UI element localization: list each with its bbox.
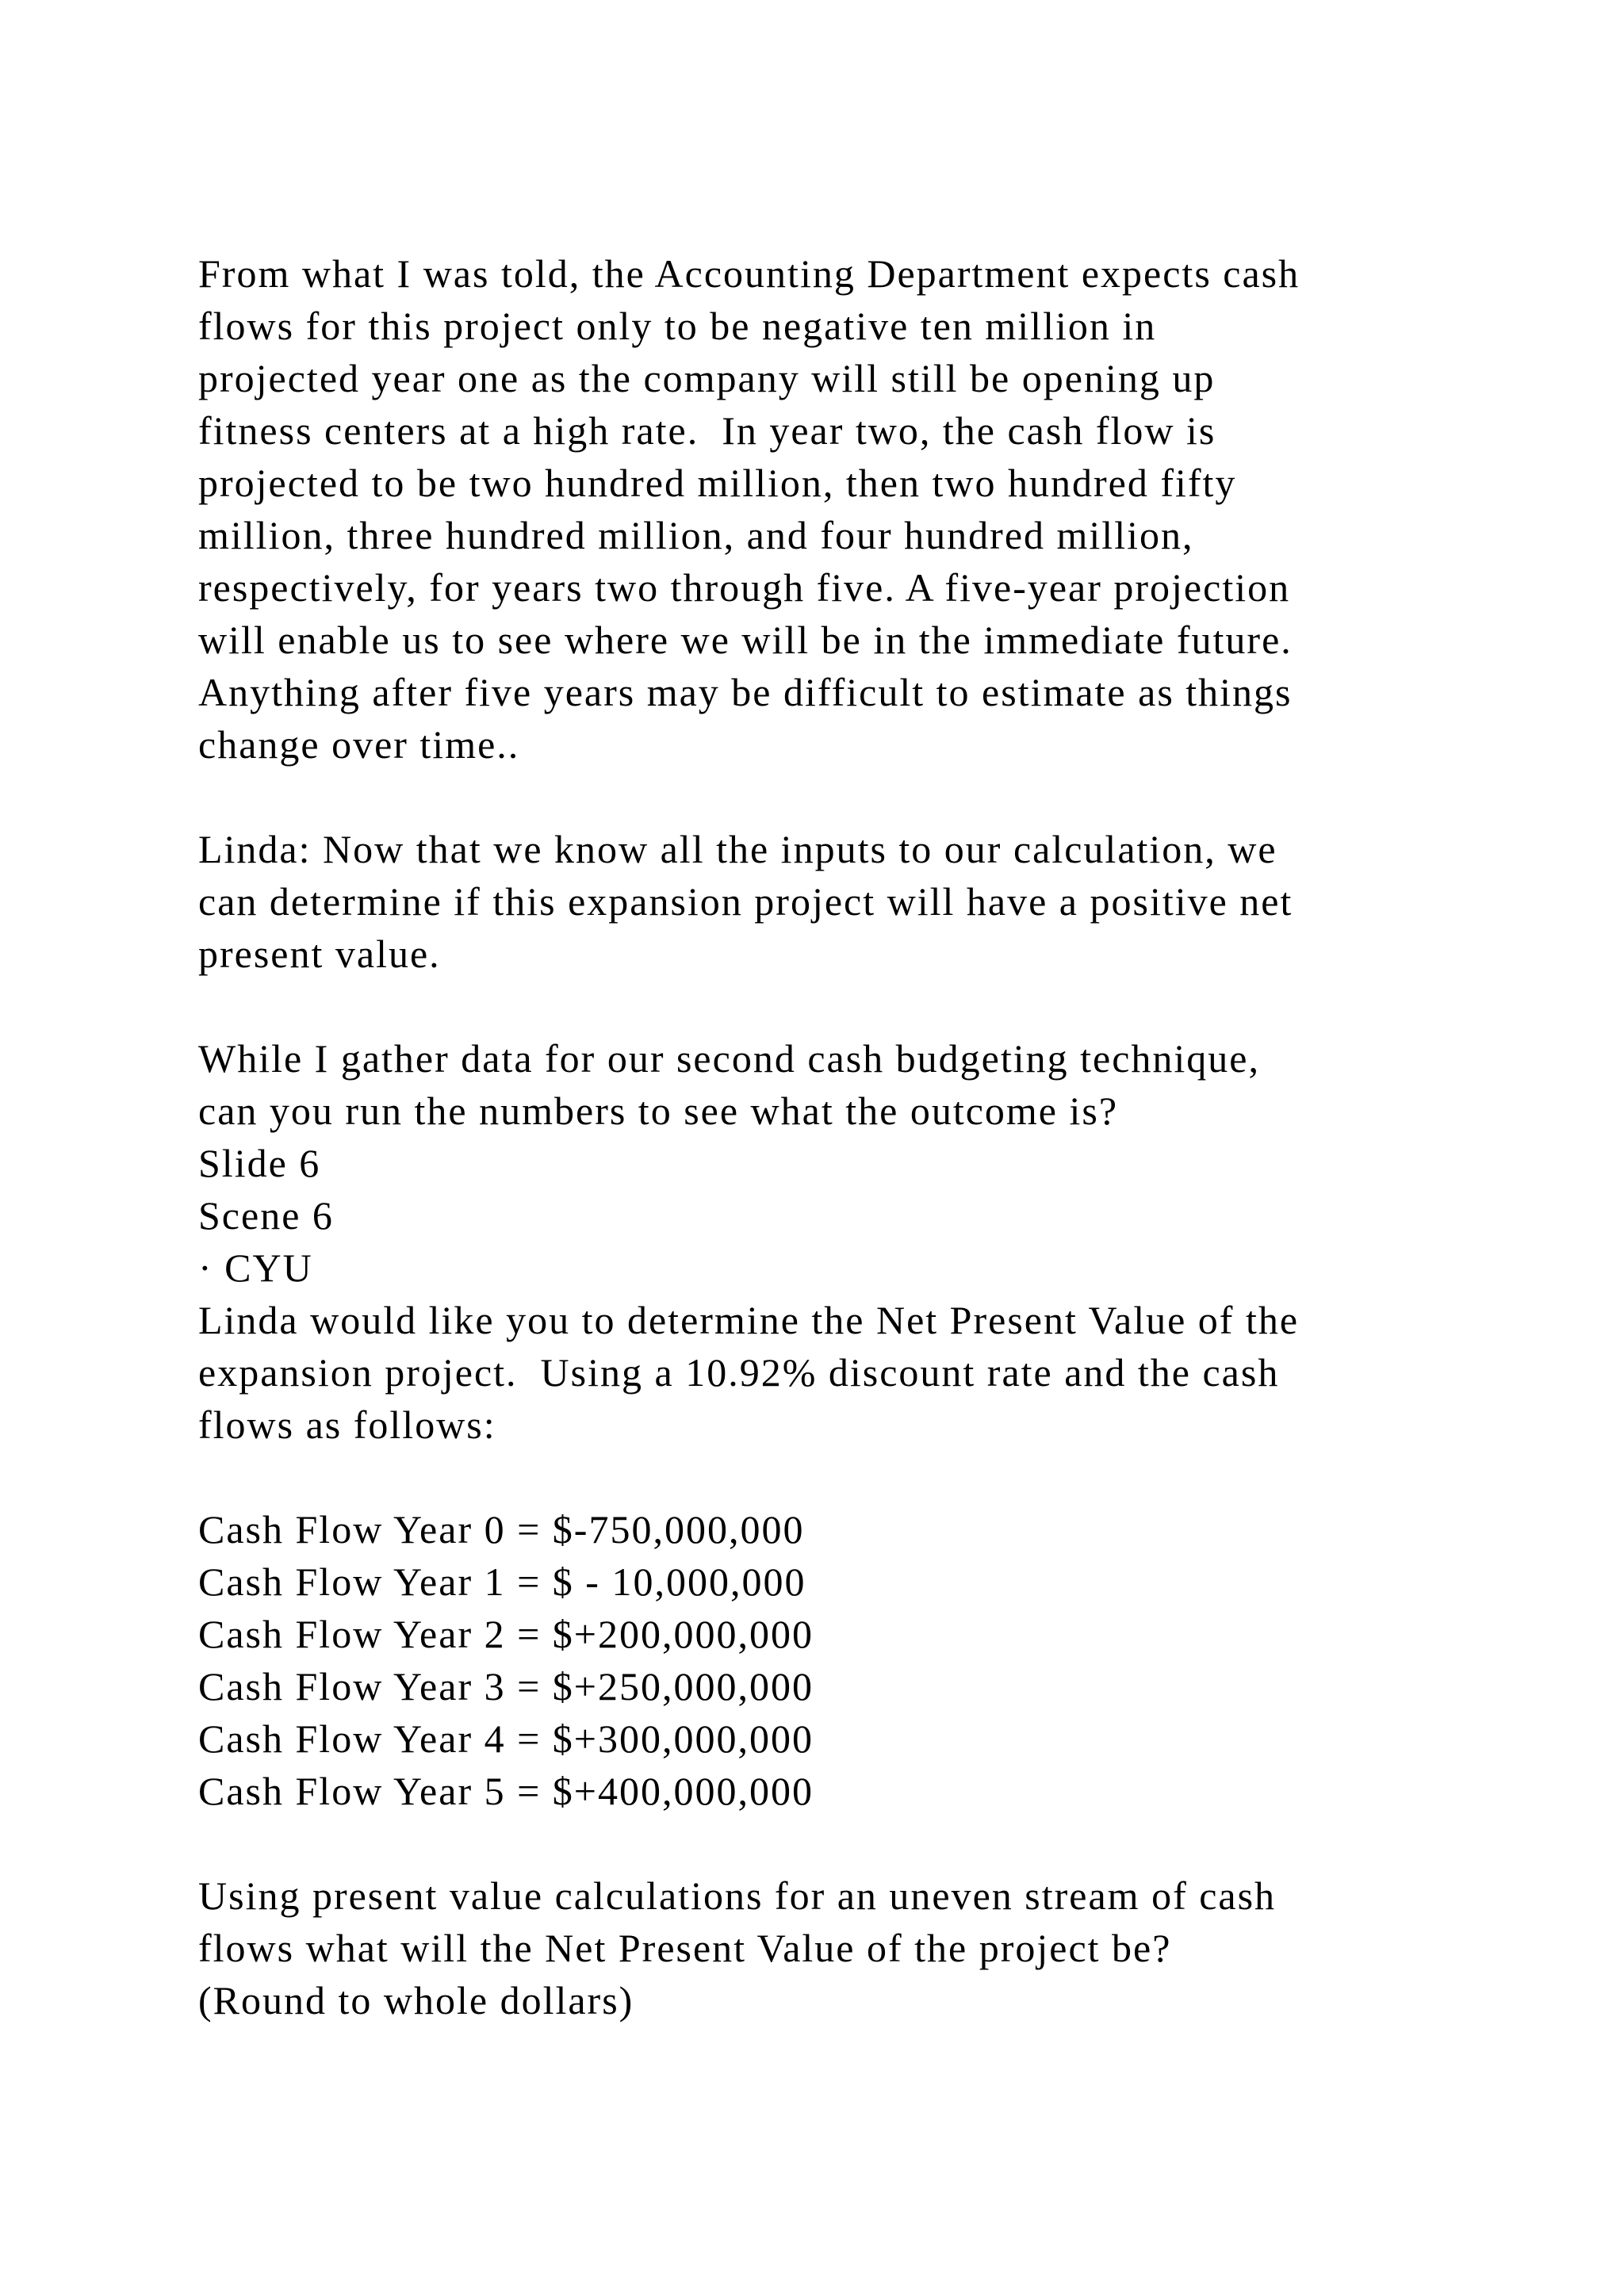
text-line: Anything after five years may be difficult to estimate as things: [198, 670, 1293, 714]
text-line: flows what will the Net Present Value of the project be?: [198, 1926, 1172, 1970]
text-line: From what I was told, the Accounting Department expects cash: [198, 251, 1300, 296]
scene-label: Scene 6: [198, 1193, 334, 1238]
paragraph-spacer: [198, 1817, 1562, 1869]
text-line: projected year one as the company will still be opening up: [198, 356, 1216, 400]
text-line: respectively, for years two through five. A five-year projection: [198, 565, 1291, 610]
text-line: (Round to whole dollars): [198, 1978, 634, 2022]
cash-flow-year-4: Cash Flow Year 4 = $+300,000,000: [198, 1716, 814, 1761]
text-line: present value.: [198, 932, 441, 976]
text-line: While I gather data for our second cash budgeting technique,: [198, 1036, 1260, 1081]
text-line: Linda would like you to determine the Net Present Value of the: [198, 1298, 1300, 1342]
paragraph-spacer: [198, 980, 1562, 1032]
text-line: Using present value calculations for an uneven stream of cash: [198, 1873, 1277, 1918]
cash-flow-year-2: Cash Flow Year 2 = $+200,000,000: [198, 1612, 814, 1656]
paragraph-linda-inputs: [198, 823, 1562, 980]
paragraph-spacer: [198, 1451, 1562, 1503]
text-line: expansion project. Using a 10.92% discount rate and the cash: [198, 1350, 1280, 1395]
document-body: [198, 247, 1562, 2026]
cash-flow-year-3: Cash Flow Year 3 = $+250,000,000: [198, 1664, 814, 1709]
text-line: projected to be two hundred million, then two hundred fifty: [198, 461, 1237, 505]
cash-flow-year-0: Cash Flow Year 0 = $-750,000,000: [198, 1507, 805, 1552]
text-line: million, three hundred million, and four hundred million,: [198, 513, 1194, 557]
text-line: flows for this project only to be negative ten million in: [198, 304, 1157, 348]
text-line: flows as follows:: [198, 1402, 496, 1447]
cash-flow-list: [198, 1503, 1562, 1817]
text-line: fitness centers at a high rate. In year two, the cash flow is: [198, 408, 1216, 453]
cash-flow-year-5: Cash Flow Year 5 = $+400,000,000: [198, 1769, 814, 1813]
text-line: can determine if this expansion project will have a positive net: [198, 879, 1293, 924]
paragraph-cyu-instructions: [198, 1032, 1562, 1451]
text-line: can you run the numbers to see what the outcome is?: [198, 1089, 1119, 1133]
paragraph-spacer: [198, 771, 1562, 823]
text-line: change over time..: [198, 722, 520, 767]
slide-label: Slide 6: [198, 1141, 321, 1185]
cyu-bullet: · CYU: [198, 1246, 313, 1290]
text-line: Linda: Now that we know all the inputs to our calculation, we: [198, 827, 1277, 871]
paragraph-npv-question: [198, 1869, 1562, 2026]
text-line: will enable us to see where we will be in the immediate future.: [198, 618, 1293, 662]
cash-flow-year-1: Cash Flow Year 1 = $ - 10,000,000: [198, 1559, 806, 1604]
paragraph-accounting-expectations: [198, 247, 1562, 771]
